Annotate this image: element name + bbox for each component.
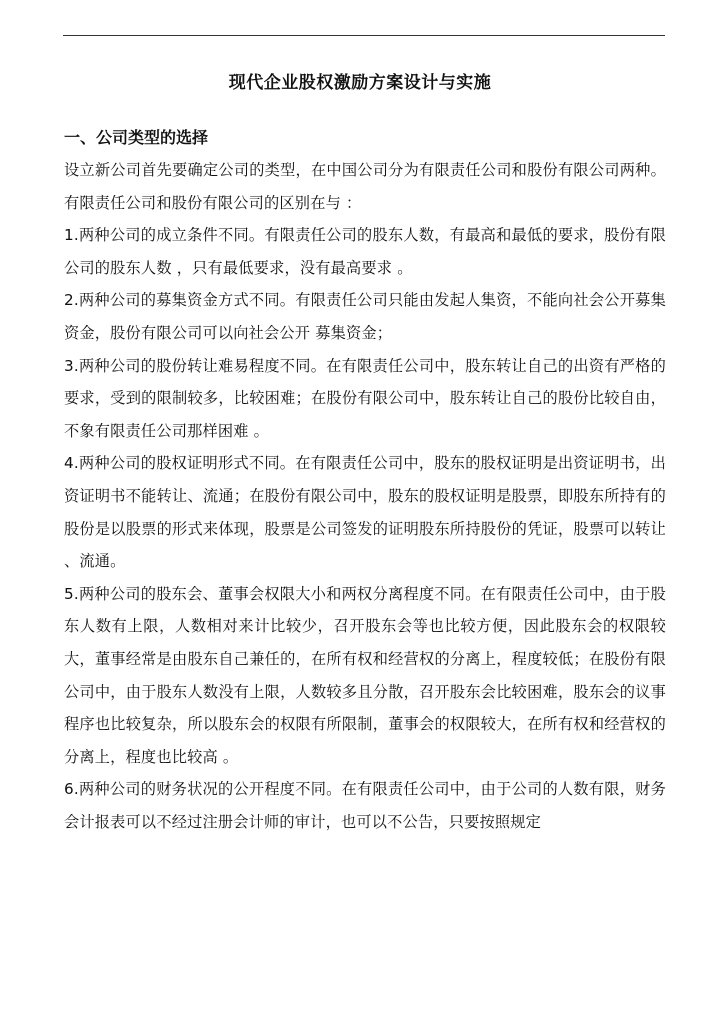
paragraph-intro: 设立新公司首先要确定公司的类型，在中国公司分为有限责任公司和股份有限公司两种。有限责任公司和股份有限公司的区别在与 ： [64, 161, 666, 212]
document-body [64, 122, 666, 838]
header-rule [63, 35, 665, 36]
paragraph-item-6: 6.两种公司的财务状况的公开程度不同。在有限责任公司中，由于公司的人数有限，财务会计报表可以不经过注册会计师的审计，也可以不公告，只要按照规定 [64, 780, 666, 831]
paragraph-item-5: 5.两种公司的股东会、董事会权限大小和两权分离程度不同。在有限责任公司中，由于股东人数有上限，人数相对来计比较少，召开股东会等也比较方便，因此股东会的权限较大，董事经常是由股东自己兼任的，在所有权和经营权的分离上，程度较低；在股份有限公司中，由于股东人数没有上限，人数较多且分散，召开股东会比较困难，股东会的议事程序也比较复杂，所以股东会的权限有所限制，董事会的权限较大，在所有权和经营权的分离上，程度也比较高 。 [64, 584, 666, 766]
paragraph-item-2: 2.两种公司的募集资金方式不同。有限责任公司只能由发起人集资，不能向社会公开募集资金，股份有限公司可以向社会公开 募集资金； [64, 291, 666, 342]
section-heading: 一、公司类型的选择 [64, 128, 209, 147]
paragraph-item-3: 3.两种公司的股份转让难易程度不同。在有限责任公司中，股东转让自己的出资有严格的要求，受到的限制较多，比较困难；在股份有限公司中，股东转让自己的股份比较自由，不象有限责任公司那样困难 。 [64, 356, 666, 440]
paragraph-item-1: 1.两种公司的成立条件不同。有限责任公司的股东人数，有最高和最低的要求，股份有限公司的股东人数 ，只有最低要求，没有最高要求 。 [64, 226, 666, 277]
paragraph-item-4: 4.两种公司的股权证明形式不同。在有限责任公司中，股东的股权证明是出资证明书，出资证明书不能转让、流通；在股份有限公司中，股东的股权证明是股票，即股东所持有的股份是以股票的形式来体现，股票是公司签发的证明股东所持股份的凭证，股票可以转让 、流通。 [64, 454, 666, 571]
page-title: 现代企业股权激励方案设计与实施 [228, 73, 492, 93]
